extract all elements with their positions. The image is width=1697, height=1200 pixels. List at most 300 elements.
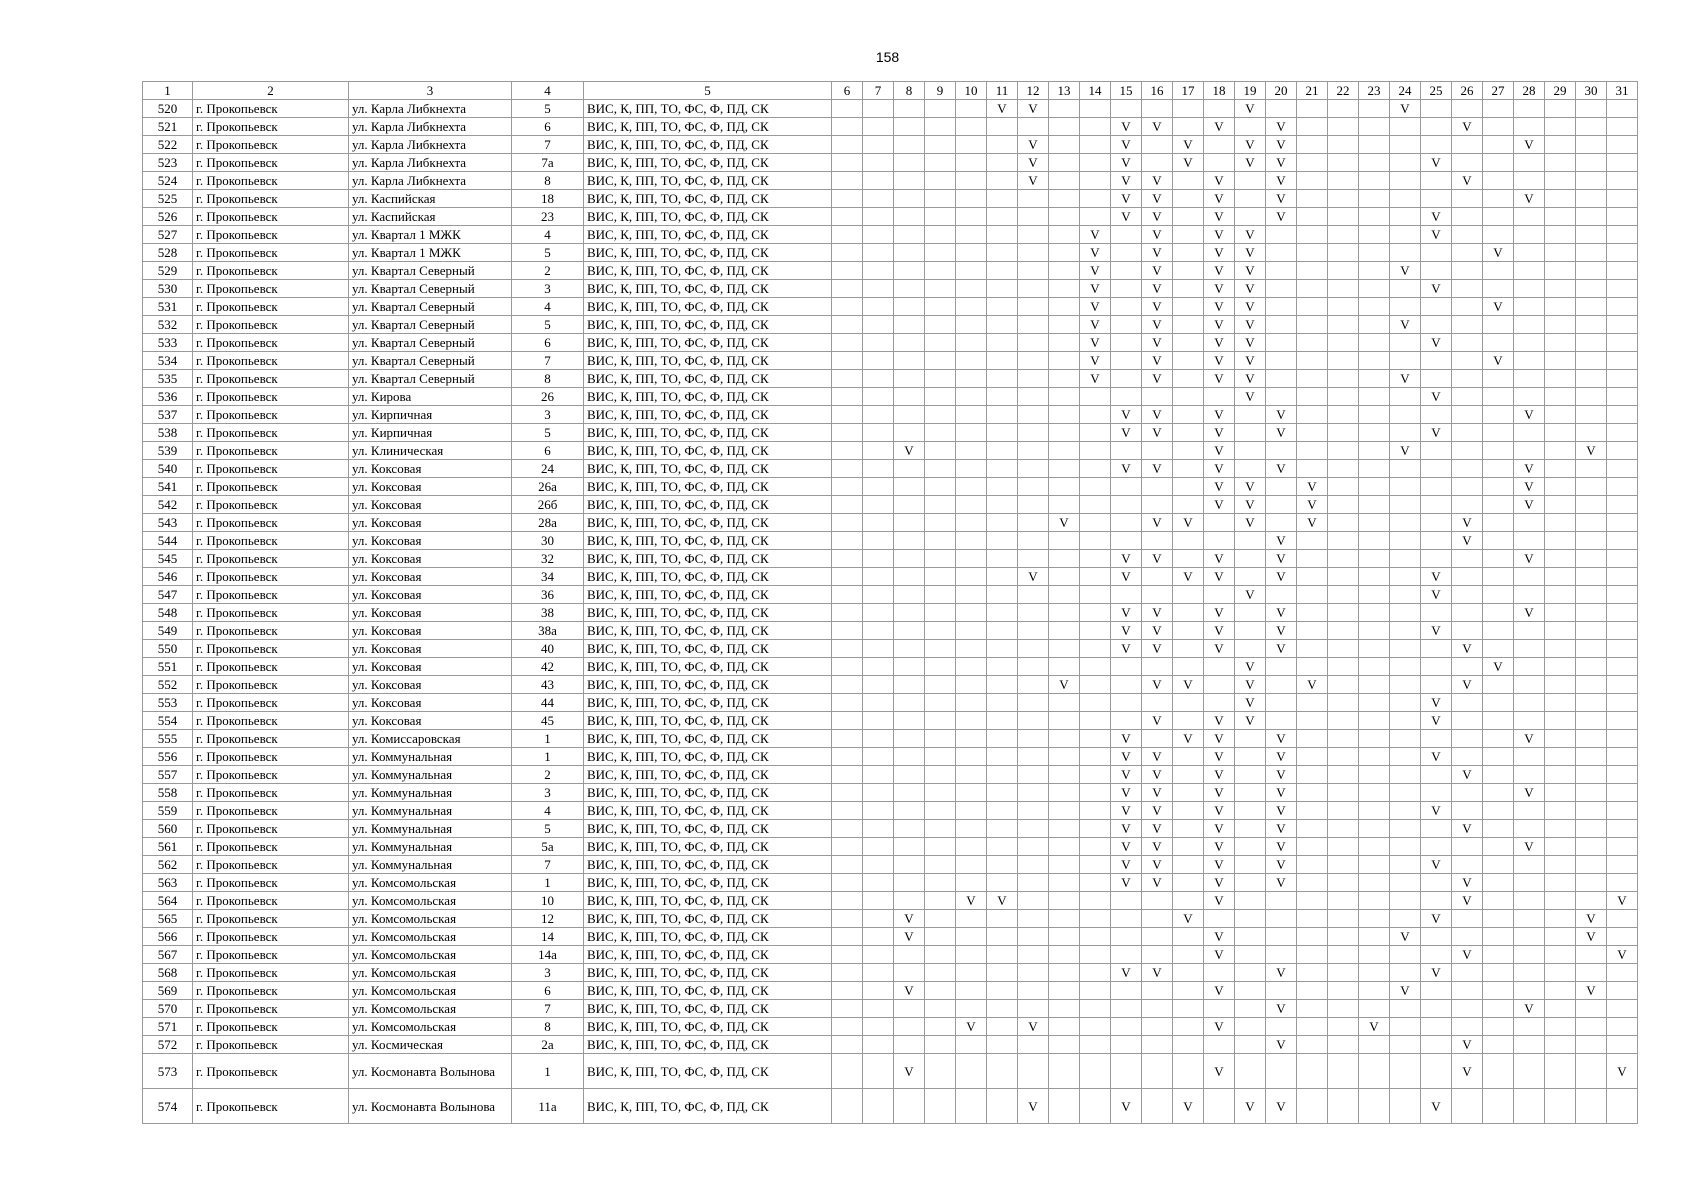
mark-cell: V	[1204, 1054, 1235, 1089]
mark-cell	[1173, 532, 1204, 550]
mark-cell	[1173, 784, 1204, 802]
mark-cell: V	[1421, 226, 1452, 244]
mark-cell	[1545, 748, 1576, 766]
mark-cell	[1235, 118, 1266, 136]
mark-cell: V	[1235, 676, 1266, 694]
mark-cell	[925, 136, 956, 154]
mark-cell	[1235, 532, 1266, 550]
row-number: 547	[143, 586, 193, 604]
mark-cell	[1266, 280, 1297, 298]
mark-cell	[987, 604, 1018, 622]
mark-cell: V	[1204, 874, 1235, 892]
street-cell: ул. Космическая	[349, 1036, 512, 1054]
mark-cell	[956, 496, 987, 514]
mark-cell	[925, 118, 956, 136]
mark-cell	[1390, 226, 1421, 244]
mark-cell: V	[1204, 730, 1235, 748]
street-cell: ул. Карла Либкнехта	[349, 136, 512, 154]
mark-cell	[1390, 874, 1421, 892]
mark-cell	[1483, 550, 1514, 568]
works-cell: ВИС, К, ПП, ТО, ФС, Ф, ПД, СК	[584, 784, 832, 802]
city-cell: г. Прокопьевск	[193, 136, 349, 154]
mark-cell	[1049, 910, 1080, 928]
row-number: 531	[143, 298, 193, 316]
mark-cell	[1018, 406, 1049, 424]
mark-cell	[987, 280, 1018, 298]
mark-cell	[1545, 244, 1576, 262]
mark-cell	[1328, 460, 1359, 478]
page-number: 158	[875, 49, 900, 65]
house-number: 6	[512, 118, 584, 136]
mark-cell: V	[1266, 856, 1297, 874]
mark-cell	[1204, 676, 1235, 694]
mark-cell	[956, 478, 987, 496]
row-number: 568	[143, 964, 193, 982]
mark-cell	[1142, 442, 1173, 460]
house-number: 2	[512, 262, 584, 280]
mark-cell	[1173, 298, 1204, 316]
mark-cell	[1173, 892, 1204, 910]
mark-cell	[1483, 496, 1514, 514]
mark-cell	[832, 136, 863, 154]
works-cell: ВИС, К, ПП, ТО, ФС, Ф, ПД, СК	[584, 766, 832, 784]
mark-cell	[1359, 406, 1390, 424]
column-header: 14	[1080, 82, 1111, 100]
house-number: 7	[512, 1000, 584, 1018]
table-row	[143, 856, 1638, 874]
mark-cell	[1049, 622, 1080, 640]
mark-cell	[1297, 1000, 1328, 1018]
mark-cell	[1173, 820, 1204, 838]
mark-cell	[925, 334, 956, 352]
mark-cell	[1018, 460, 1049, 478]
table-row	[143, 316, 1638, 334]
mark-cell: V	[1514, 406, 1545, 424]
mark-cell	[1514, 928, 1545, 946]
mark-cell	[1049, 442, 1080, 460]
mark-cell	[1421, 316, 1452, 334]
mark-cell: V	[1204, 118, 1235, 136]
mark-cell	[1483, 730, 1514, 748]
mark-cell	[1018, 1036, 1049, 1054]
column-header: 7	[863, 82, 894, 100]
mark-cell: V	[1111, 550, 1142, 568]
mark-cell: V	[1266, 820, 1297, 838]
mark-cell	[987, 838, 1018, 856]
mark-cell	[1049, 820, 1080, 838]
mark-cell: V	[1142, 118, 1173, 136]
street-cell: ул. Клиническая	[349, 442, 512, 460]
mark-cell	[1421, 370, 1452, 388]
mark-cell	[987, 1054, 1018, 1089]
mark-cell: V	[1173, 730, 1204, 748]
mark-cell	[863, 658, 894, 676]
mark-cell	[863, 280, 894, 298]
mark-cell	[1576, 316, 1607, 334]
row-number: 571	[143, 1018, 193, 1036]
mark-cell	[1173, 586, 1204, 604]
mark-cell: V	[894, 442, 925, 460]
city-cell: г. Прокопьевск	[193, 892, 349, 910]
house-number: 28а	[512, 514, 584, 532]
mark-cell	[1173, 190, 1204, 208]
mark-cell: V	[1111, 874, 1142, 892]
mark-cell	[1607, 676, 1638, 694]
mark-cell	[863, 730, 894, 748]
mark-cell	[1514, 658, 1545, 676]
mark-cell	[1359, 136, 1390, 154]
street-cell: ул. Космонавта Волынова	[349, 1089, 512, 1124]
mark-cell	[1514, 298, 1545, 316]
mark-cell	[863, 910, 894, 928]
works-cell: ВИС, К, ПП, ТО, ФС, Ф, ПД, СК	[584, 640, 832, 658]
mark-cell: V	[1204, 766, 1235, 784]
mark-cell	[1452, 838, 1483, 856]
mark-cell	[832, 172, 863, 190]
mark-cell: V	[1111, 784, 1142, 802]
mark-cell	[1359, 784, 1390, 802]
mark-cell	[1545, 550, 1576, 568]
works-cell: ВИС, К, ПП, ТО, ФС, Ф, ПД, СК	[584, 316, 832, 334]
mark-cell	[1421, 172, 1452, 190]
mark-cell	[832, 946, 863, 964]
mark-cell	[863, 136, 894, 154]
mark-cell	[1297, 568, 1328, 586]
mark-cell	[925, 640, 956, 658]
table-row	[143, 658, 1638, 676]
mark-cell	[1576, 568, 1607, 586]
mark-cell	[1545, 802, 1576, 820]
mark-cell	[1390, 532, 1421, 550]
mark-cell	[863, 694, 894, 712]
mark-cell	[1545, 982, 1576, 1000]
works-cell: ВИС, К, ПП, ТО, ФС, Ф, ПД, СК	[584, 568, 832, 586]
mark-cell	[1483, 190, 1514, 208]
mark-cell	[832, 370, 863, 388]
row-number: 530	[143, 280, 193, 298]
mark-cell	[1142, 946, 1173, 964]
mark-cell: V	[1204, 784, 1235, 802]
mark-cell	[925, 568, 956, 586]
street-cell: ул. Карла Либкнехта	[349, 154, 512, 172]
mark-cell	[1080, 208, 1111, 226]
mark-cell	[956, 1089, 987, 1124]
mark-cell	[956, 442, 987, 460]
mark-cell	[1483, 442, 1514, 460]
mark-cell	[1545, 334, 1576, 352]
mark-cell	[1297, 262, 1328, 280]
city-cell: г. Прокопьевск	[193, 712, 349, 730]
mark-cell	[832, 154, 863, 172]
mark-cell	[1607, 316, 1638, 334]
mark-cell: V	[1297, 514, 1328, 532]
mark-cell	[863, 982, 894, 1000]
mark-cell	[1049, 928, 1080, 946]
mark-cell	[925, 370, 956, 388]
house-number: 4	[512, 802, 584, 820]
mark-cell	[1049, 1018, 1080, 1036]
mark-cell	[1359, 118, 1390, 136]
mark-cell	[1483, 964, 1514, 982]
mark-cell	[1390, 334, 1421, 352]
mark-cell	[956, 280, 987, 298]
mark-cell	[956, 586, 987, 604]
mark-cell	[863, 424, 894, 442]
mark-cell	[1328, 532, 1359, 550]
mark-cell: V	[1421, 280, 1452, 298]
mark-cell	[1576, 1018, 1607, 1036]
mark-cell: V	[1142, 748, 1173, 766]
mark-cell	[1483, 514, 1514, 532]
mark-cell	[1049, 982, 1080, 1000]
city-cell: г. Прокопьевск	[193, 856, 349, 874]
mark-cell	[925, 406, 956, 424]
mark-cell: V	[894, 910, 925, 928]
works-cell: ВИС, К, ПП, ТО, ФС, Ф, ПД, СК	[584, 694, 832, 712]
table-row	[143, 802, 1638, 820]
mark-cell: V	[1235, 370, 1266, 388]
mark-cell	[1390, 172, 1421, 190]
mark-cell	[894, 1018, 925, 1036]
mark-cell	[1359, 550, 1390, 568]
city-cell: г. Прокопьевск	[193, 154, 349, 172]
mark-cell: V	[1607, 1054, 1638, 1089]
mark-cell	[1297, 604, 1328, 622]
mark-cell: V	[1235, 496, 1266, 514]
mark-cell	[1266, 370, 1297, 388]
mark-cell	[1142, 496, 1173, 514]
mark-cell	[1359, 910, 1390, 928]
street-cell: ул. Коксовая	[349, 532, 512, 550]
mark-cell	[1390, 244, 1421, 262]
mark-cell	[1204, 136, 1235, 154]
mark-cell	[1173, 118, 1204, 136]
mark-cell	[1297, 208, 1328, 226]
mark-cell	[1297, 370, 1328, 388]
mark-cell	[1576, 1000, 1607, 1018]
mark-cell	[1576, 658, 1607, 676]
works-cell: ВИС, К, ПП, ТО, ФС, Ф, ПД, СК	[584, 298, 832, 316]
mark-cell: V	[1266, 622, 1297, 640]
mark-cell	[1483, 568, 1514, 586]
mark-cell	[1514, 1054, 1545, 1089]
table-row	[143, 550, 1638, 568]
mark-cell	[1607, 568, 1638, 586]
table-row	[143, 424, 1638, 442]
mark-cell	[1111, 478, 1142, 496]
works-cell: ВИС, К, ПП, ТО, ФС, Ф, ПД, СК	[584, 370, 832, 388]
mark-cell	[1452, 568, 1483, 586]
row-number: 534	[143, 352, 193, 370]
row-number: 574	[143, 1089, 193, 1124]
mark-cell	[1328, 1018, 1359, 1036]
mark-cell: V	[1080, 334, 1111, 352]
mark-cell: V	[1235, 1089, 1266, 1124]
mark-cell: V	[1452, 766, 1483, 784]
mark-cell	[894, 658, 925, 676]
mark-cell	[1173, 1036, 1204, 1054]
mark-cell	[832, 820, 863, 838]
mark-cell	[1607, 982, 1638, 1000]
city-cell: г. Прокопьевск	[193, 874, 349, 892]
mark-cell	[1421, 874, 1452, 892]
mark-cell	[894, 532, 925, 550]
mark-cell	[894, 460, 925, 478]
mark-cell	[1080, 136, 1111, 154]
works-cell: ВИС, К, ПП, ТО, ФС, Ф, ПД, СК	[584, 388, 832, 406]
mark-cell	[1049, 694, 1080, 712]
mark-cell: V	[1204, 244, 1235, 262]
mark-cell	[1297, 928, 1328, 946]
mark-cell	[1204, 154, 1235, 172]
row-number: 523	[143, 154, 193, 172]
street-cell: ул. Карла Либкнехта	[349, 100, 512, 118]
mark-cell	[863, 676, 894, 694]
mark-cell	[1235, 1036, 1266, 1054]
mark-cell	[1328, 910, 1359, 928]
mark-cell	[832, 802, 863, 820]
mark-cell	[1514, 424, 1545, 442]
mark-cell	[1576, 478, 1607, 496]
mark-cell	[925, 280, 956, 298]
mark-cell	[956, 298, 987, 316]
column-header: 11	[987, 82, 1018, 100]
mark-cell	[1049, 118, 1080, 136]
row-number: 533	[143, 334, 193, 352]
mark-cell	[1328, 712, 1359, 730]
mark-cell	[1328, 838, 1359, 856]
city-cell: г. Прокопьевск	[193, 532, 349, 550]
mark-cell: V	[1111, 622, 1142, 640]
mark-cell	[987, 856, 1018, 874]
mark-cell	[956, 334, 987, 352]
city-cell: г. Прокопьевск	[193, 838, 349, 856]
mark-cell	[1173, 1000, 1204, 1018]
mark-cell: V	[987, 100, 1018, 118]
mark-cell	[1390, 406, 1421, 424]
mark-cell	[1421, 640, 1452, 658]
mark-cell	[1545, 172, 1576, 190]
mark-cell	[925, 946, 956, 964]
mark-cell	[1359, 262, 1390, 280]
mark-cell	[1452, 352, 1483, 370]
works-cell: ВИС, К, ПП, ТО, ФС, Ф, ПД, СК	[584, 280, 832, 298]
mark-cell: V	[1235, 514, 1266, 532]
mark-cell	[1266, 388, 1297, 406]
mark-cell	[1452, 316, 1483, 334]
row-number: 554	[143, 712, 193, 730]
mark-cell	[1266, 316, 1297, 334]
mark-cell	[1018, 874, 1049, 892]
mark-cell	[1452, 784, 1483, 802]
mark-cell	[1607, 478, 1638, 496]
mark-cell	[1452, 586, 1483, 604]
mark-cell	[894, 244, 925, 262]
mark-cell	[1049, 1000, 1080, 1018]
mark-cell	[1607, 352, 1638, 370]
mark-cell	[1235, 766, 1266, 784]
mark-cell	[863, 712, 894, 730]
mark-cell	[1607, 172, 1638, 190]
mark-cell	[925, 856, 956, 874]
mark-cell	[1576, 100, 1607, 118]
mark-cell	[863, 532, 894, 550]
street-cell: ул. Кирпичная	[349, 424, 512, 442]
mark-cell	[1576, 172, 1607, 190]
row-number: 553	[143, 694, 193, 712]
house-number: 36	[512, 586, 584, 604]
row-number: 558	[143, 784, 193, 802]
mark-cell	[894, 208, 925, 226]
city-cell: г. Прокопьевск	[193, 424, 349, 442]
column-header: 5	[584, 82, 832, 100]
row-number: 527	[143, 226, 193, 244]
table-row	[143, 910, 1638, 928]
works-cell: ВИС, К, ПП, ТО, ФС, Ф, ПД, СК	[584, 946, 832, 964]
mark-cell: V	[1204, 550, 1235, 568]
mark-cell	[1483, 586, 1514, 604]
works-cell: ВИС, К, ПП, ТО, ФС, Ф, ПД, СК	[584, 136, 832, 154]
mark-cell	[1576, 802, 1607, 820]
mark-cell	[1297, 964, 1328, 982]
works-cell: ВИС, К, ПП, ТО, ФС, Ф, ПД, СК	[584, 586, 832, 604]
table-row	[143, 838, 1638, 856]
street-cell: ул. Коммунальная	[349, 784, 512, 802]
mark-cell	[1607, 370, 1638, 388]
mark-cell	[1328, 406, 1359, 424]
mark-cell: V	[1142, 226, 1173, 244]
house-number: 6	[512, 334, 584, 352]
mark-cell	[1297, 910, 1328, 928]
mark-cell	[1359, 568, 1390, 586]
mark-cell	[1328, 820, 1359, 838]
street-cell: ул. Комсомольская	[349, 1000, 512, 1018]
mark-cell: V	[1235, 280, 1266, 298]
mark-cell	[1049, 154, 1080, 172]
mark-cell: V	[1173, 136, 1204, 154]
mark-cell: V	[1111, 838, 1142, 856]
mark-cell	[1204, 964, 1235, 982]
mark-cell	[1080, 514, 1111, 532]
mark-cell: V	[1514, 190, 1545, 208]
mark-cell	[1266, 1054, 1297, 1089]
mark-cell	[1328, 550, 1359, 568]
city-cell: г. Прокопьевск	[193, 388, 349, 406]
mark-cell	[1545, 370, 1576, 388]
column-header: 4	[512, 82, 584, 100]
mark-cell	[1421, 550, 1452, 568]
mark-cell: V	[1483, 244, 1514, 262]
mark-cell	[1514, 100, 1545, 118]
house-number: 38	[512, 604, 584, 622]
mark-cell	[1080, 1089, 1111, 1124]
row-number: 538	[143, 424, 193, 442]
mark-cell	[925, 658, 956, 676]
mark-cell	[1576, 406, 1607, 424]
mark-cell	[956, 928, 987, 946]
mark-cell	[1080, 442, 1111, 460]
mark-cell: V	[1266, 532, 1297, 550]
mark-cell	[1607, 442, 1638, 460]
works-cell: ВИС, К, ПП, ТО, ФС, Ф, ПД, СК	[584, 820, 832, 838]
mark-cell	[1049, 892, 1080, 910]
mark-cell	[1607, 910, 1638, 928]
mark-cell	[1359, 100, 1390, 118]
mark-cell	[1080, 460, 1111, 478]
mark-cell: V	[1421, 910, 1452, 928]
mark-cell	[1421, 1054, 1452, 1089]
mark-cell	[1049, 100, 1080, 118]
